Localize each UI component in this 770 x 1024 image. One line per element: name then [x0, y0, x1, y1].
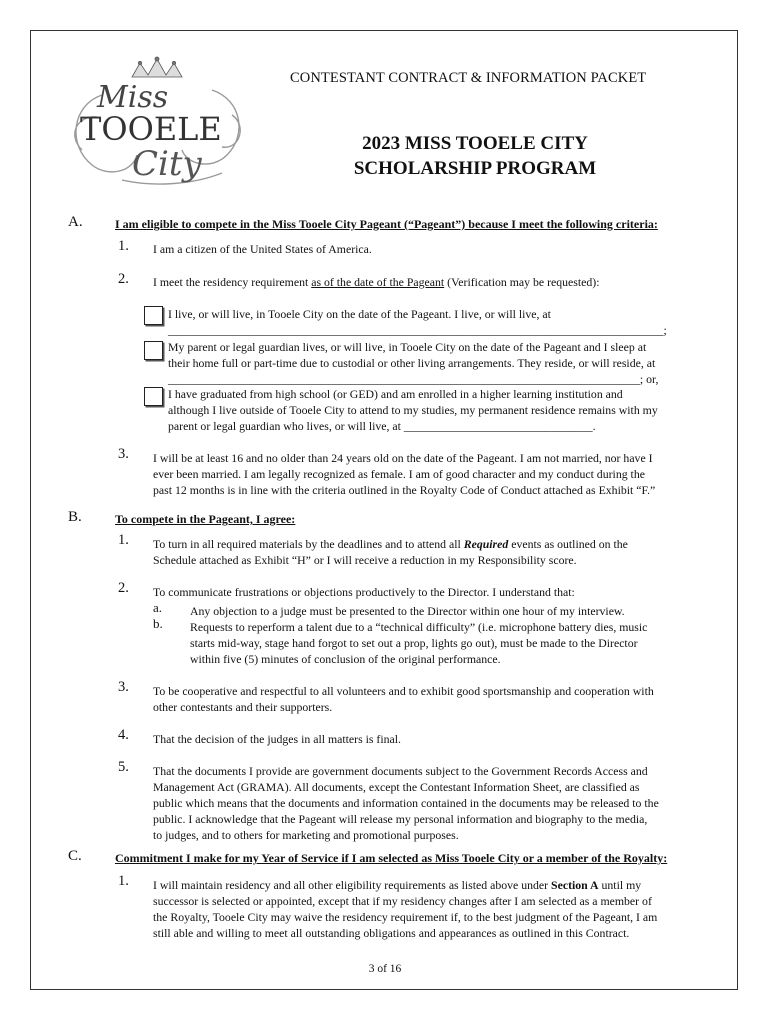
option3-line2: although I live outside of Tooele City to attend to my studies, my permanent residence remains with my	[168, 403, 658, 417]
b-item2b-label: b.	[153, 616, 163, 631]
b-item1-number: 1.	[118, 532, 129, 548]
b-item1-required: Required	[463, 537, 509, 551]
b-item1-pre: To turn in all required materials by the deadlines and to attend all	[153, 537, 464, 551]
a-item3-line1: I will be at least 16 and no older than 24 years old on the date of the Pageant. I am not married, nor have I	[153, 451, 653, 465]
a-item3-number: 3.	[118, 446, 129, 462]
b-item4-text: That the decision of the judges in all matters is final.	[153, 732, 401, 746]
b-item5-line4: public. I acknowledge that the Pageant will release my personal information and biography to the media,	[153, 812, 648, 826]
section-c-heading: Commitment I make for my Year of Service if I am selected as Miss Tooele City or a member of the Royalty:	[115, 851, 668, 865]
a-item1-text: I am a citizen of the United States of America.	[153, 242, 372, 256]
section-b-letter: B.	[68, 509, 82, 525]
residency-option3-checkbox[interactable]	[144, 387, 163, 406]
b-item3-text	[153, 683, 654, 715]
packet-title: CONTESTANT CONTRACT & INFORMATION PACKET	[290, 70, 647, 86]
c-item1-number: 1.	[118, 873, 129, 889]
section-b-heading: To compete in the Pageant, I agree:	[115, 512, 296, 526]
c-item1-text	[153, 877, 657, 941]
b-item2b-line2: starts mid-way, stage hand forgot to set out a prop, lights go out), must be made to the Director	[190, 636, 638, 650]
section-a-heading: I am eligible to compete in the Miss Tooele City Pageant (“Pageant”) because I meet the following criteria:	[115, 217, 658, 231]
logo-city-text: City	[132, 144, 202, 184]
logo-miss-text: Miss	[97, 80, 169, 115]
b-item1-post: events as outlined on the	[508, 537, 628, 551]
b-item5-line5: to judges, and to others for marketing and promotional purposes.	[153, 828, 459, 842]
b-item5-line3: public which means that the documents and information contained in the documents may be released to the	[153, 796, 659, 810]
residency-option2-checkbox[interactable]	[144, 341, 163, 360]
b-item2-number: 2.	[118, 580, 129, 596]
a-item1-number: 1.	[118, 238, 129, 254]
option1-line1: I live, or will live, in Tooele City on the date of the Pageant. I live, or will live, at	[168, 307, 551, 321]
option1-address-blank[interactable]: ____________________________________________________________________________________;	[168, 323, 667, 337]
b-item2b-line3: within five (5) minutes of conclusion of the original performance.	[190, 652, 501, 666]
c-item1-line2: successor is selected or appointed, except that if my residency changes after I am selected as a member of	[153, 894, 652, 908]
page-number: 3 of 16	[368, 963, 402, 975]
c-item1-line3: the Royalty, Tooele City may waive the residency requirement if, to the best judgment of the Pageant, I am	[153, 910, 658, 924]
option2-address-blank[interactable]: ________________________________________________________________________________; or,	[168, 372, 659, 386]
option2-line2: their home full or part-time due to custodial or other living arrangements. They reside, or will reside, at	[168, 356, 656, 370]
logo-tooele-text: TOOELE	[80, 110, 222, 148]
b-item2a-text: Any objection to a judge must be presented to the Director within one hour of my interview.	[190, 604, 625, 618]
b-item4-number: 4.	[118, 727, 129, 743]
b-item2a-label: a.	[153, 600, 163, 615]
page-title	[300, 131, 650, 181]
b-item3-number: 3.	[118, 679, 129, 695]
miss-tooele-city-logo	[62, 55, 252, 190]
a-item3-line2: ever been married. I am legally recognized as female. I am of good character and my conduct during the	[153, 467, 645, 481]
b-item3-line2: other contestants and their supporters.	[153, 700, 333, 714]
residency-option3-text	[168, 386, 658, 434]
a-item2-post: (Verification may be requested):	[444, 275, 600, 289]
a-item2-pre: I meet the residency requirement	[153, 275, 312, 289]
residency-option2-text	[168, 339, 658, 387]
b-item1-text	[153, 536, 628, 568]
title-line-1: 2023 MISS TOOELE CITY	[362, 133, 588, 154]
c-item1-line4: still able and willing to meet all outstanding obligations and appearances as outlined in this Contract.	[153, 926, 630, 940]
section-c-letter: C.	[68, 848, 82, 864]
a-item3-line3: past 12 months is in line with the criteria outlined in the Royalty Code of Conduct attached as Exhibit “F.”	[153, 483, 656, 497]
b-item3-line1: To be cooperative and respectful to all volunteers and to exhibit good sportsmanship and cooperation with	[153, 684, 654, 698]
a-item2-text	[153, 274, 599, 290]
residency-option1-checkbox[interactable]	[144, 306, 163, 325]
c-item1-section-a: Section A	[551, 878, 599, 892]
b-item2b-line1: Requests to reperform a talent due to a “technical difficulty” (i.e. microphone battery dies, music	[190, 620, 648, 634]
c-item1-pre: I will maintain residency and all other eligibility requirements as listed above under	[153, 878, 552, 892]
b-item5-line1: That the documents I provide are government documents subject to the Government Records Access and	[153, 764, 648, 778]
c-item1-post: until my	[598, 878, 642, 892]
option3-line1: I have graduated from high school (or GED) and am enrolled in a higher learning institution and	[168, 387, 623, 401]
b-item1-line2: Schedule attached as Exhibit “H” or I will receive a reduction in my Responsibility score.	[153, 553, 577, 567]
b-item5-text	[153, 763, 659, 843]
title-line-2: SCHOLARSHIP PROGRAM	[353, 158, 597, 179]
b-item5-line2: Management Act (GRAMA). All documents, except the Contestant Information Sheet, are classified as	[153, 780, 640, 794]
option2-line1: My parent or legal guardian lives, or will live, in Tooele City on the date of the Pageant and I sleep at	[168, 340, 647, 354]
section-a-letter: A.	[68, 214, 83, 230]
option3-address-blank[interactable]: parent or legal guardian who lives, or will live, at ________________________________.	[168, 419, 596, 433]
residency-option1-text	[168, 306, 667, 338]
b-item2-text: To communicate frustrations or objections productively to the Director. I understand that:	[153, 585, 575, 599]
crown-icon	[132, 57, 182, 77]
a-item2-number: 2.	[118, 271, 129, 287]
a-item3-text	[153, 450, 655, 498]
b-item2b-text	[190, 619, 647, 667]
b-item5-number: 5.	[118, 759, 129, 775]
a-item2-underlined: as of the date of the Pageant	[311, 275, 445, 289]
